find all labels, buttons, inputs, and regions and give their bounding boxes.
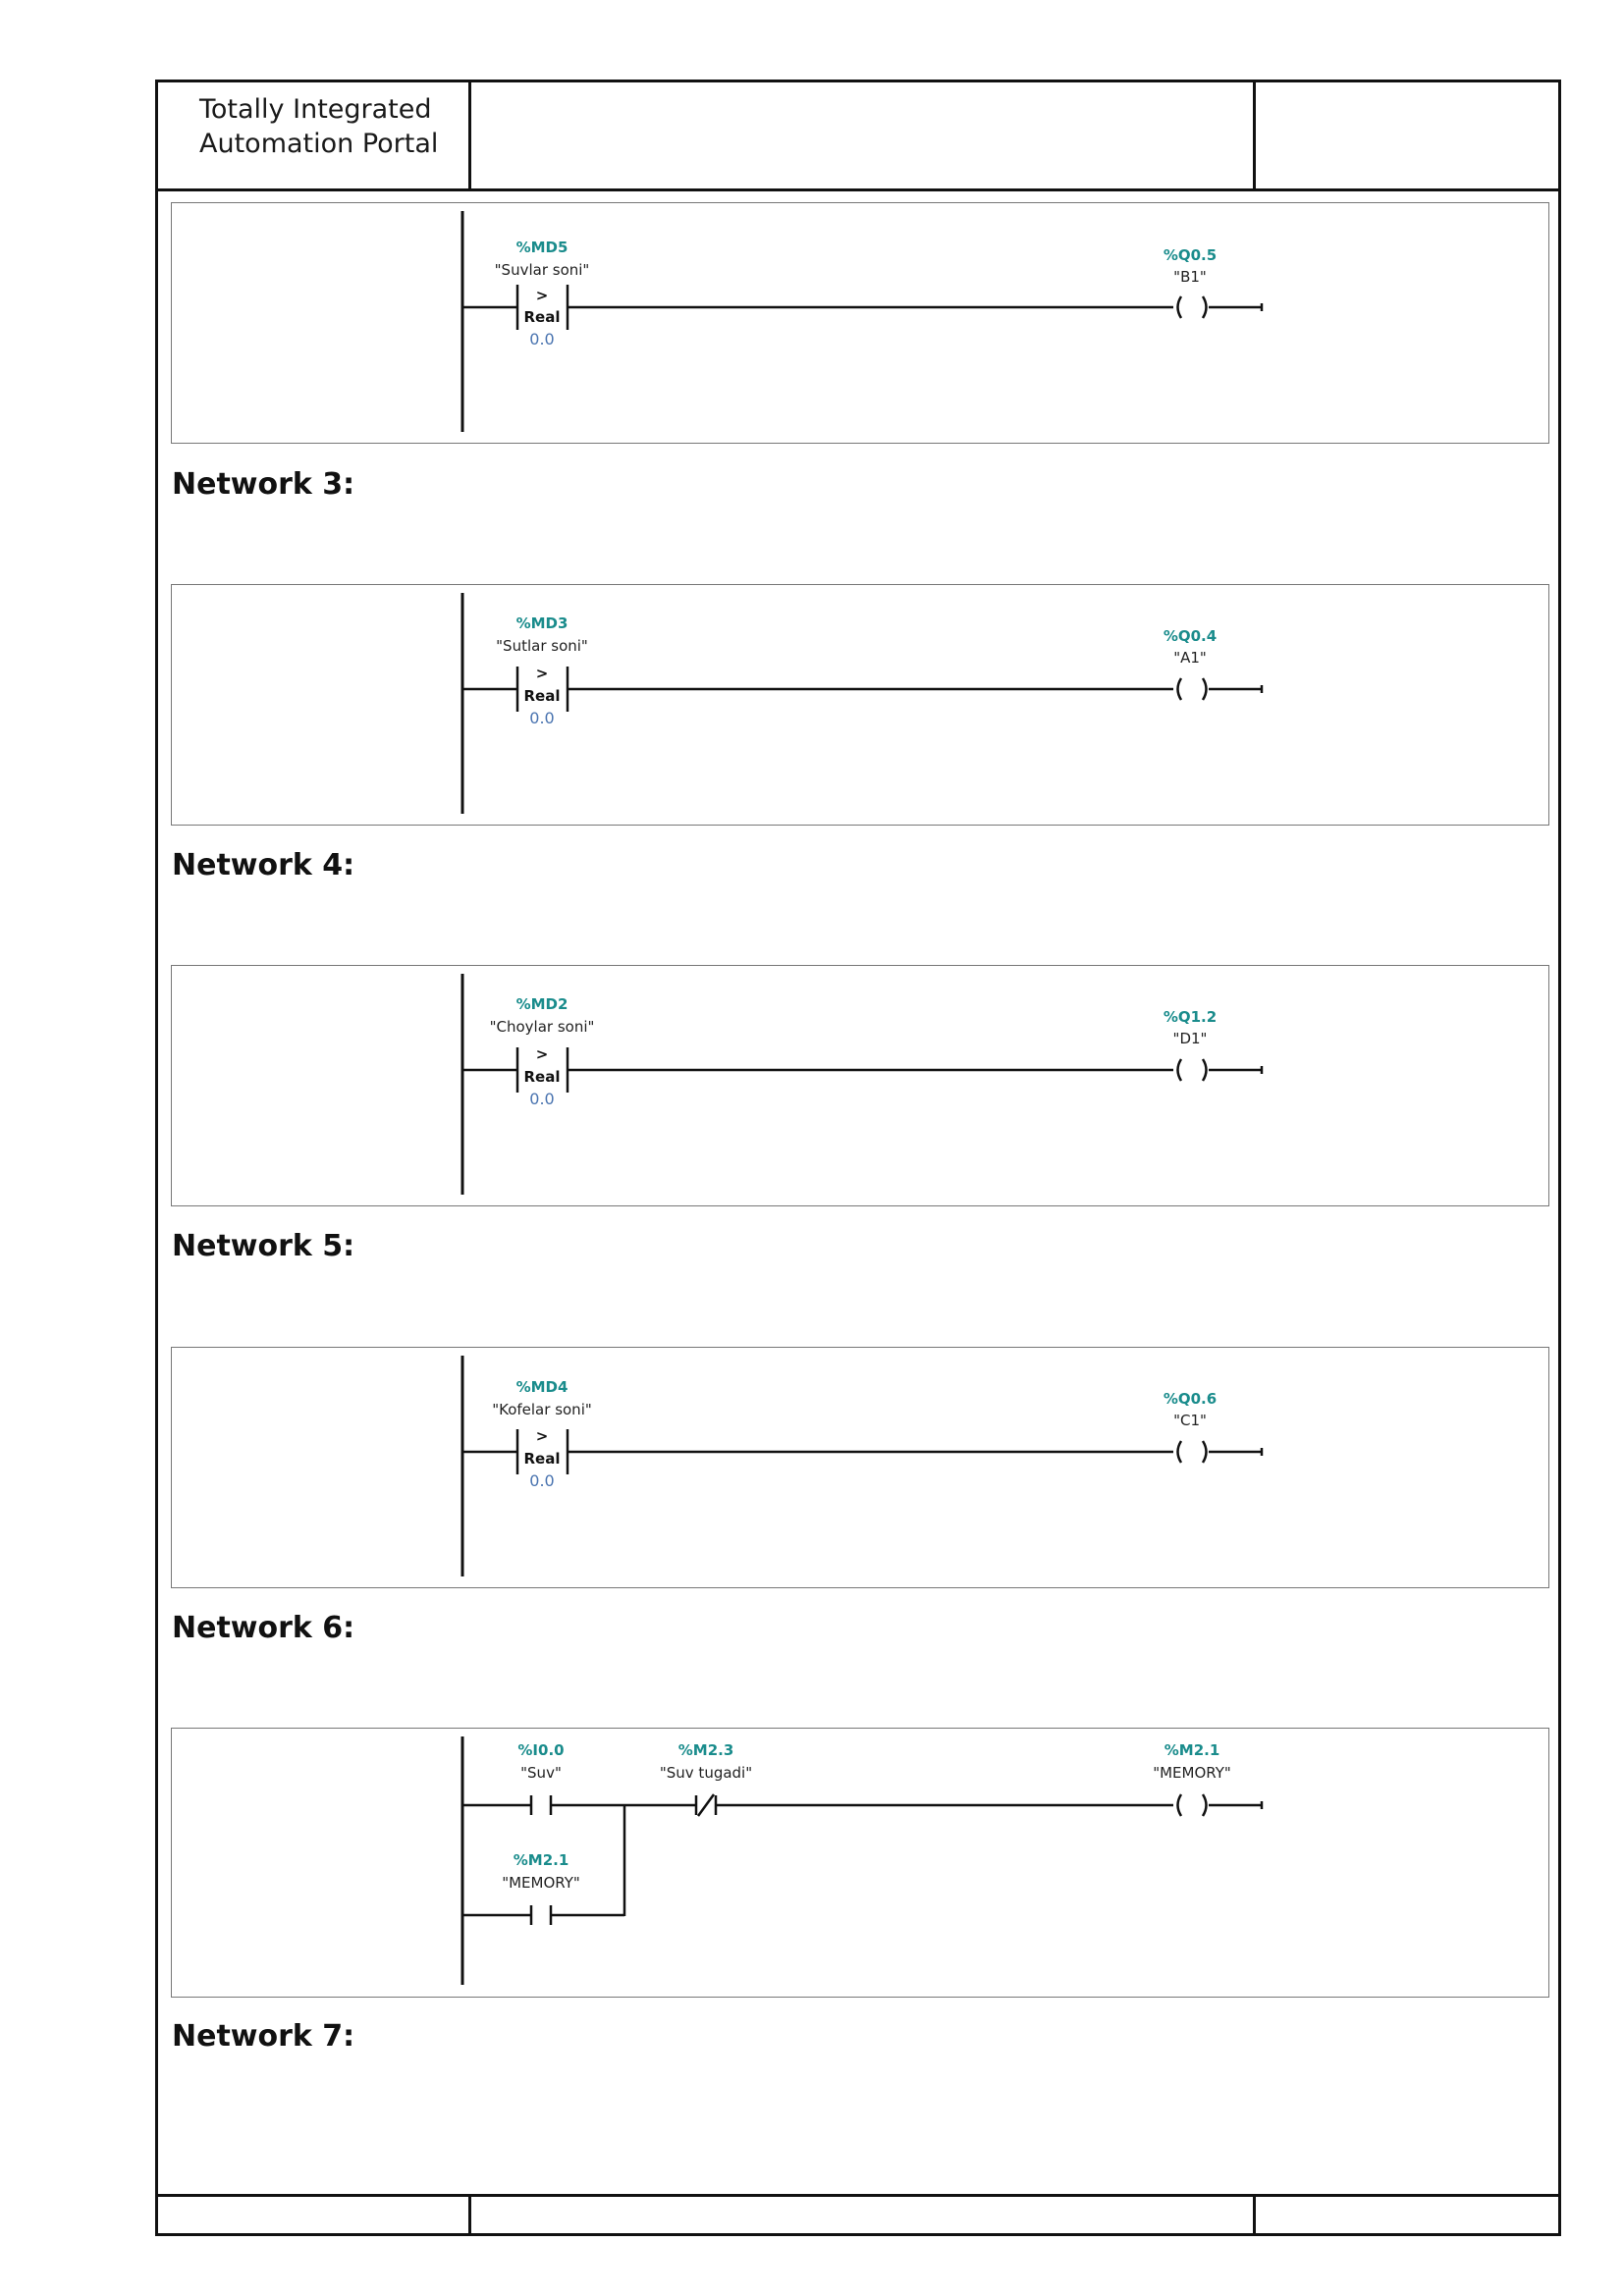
coil-symbol: "B1"	[1173, 268, 1207, 286]
contact-nc-slash	[698, 1794, 714, 1816]
contact-no-address: %I0.0	[517, 1741, 565, 1759]
compare-symbol: "Sutlar soni"	[496, 637, 588, 655]
compare-type: Real	[523, 1068, 561, 1086]
coil-left-arc	[1178, 1059, 1182, 1081]
contact-hold-address: %M2.1	[513, 1851, 569, 1869]
coil-right-arc	[1203, 1059, 1207, 1081]
coil-right-arc	[1203, 678, 1207, 700]
coil-symbol: "D1"	[1172, 1030, 1208, 1047]
compare-address: %MD5	[515, 239, 568, 256]
compare-operator: >	[535, 287, 549, 304]
network-2-rung	[462, 211, 1262, 432]
contact-nc-symbol: "Suv tugadi"	[659, 1764, 753, 1782]
coil-symbol: "MEMORY"	[1153, 1764, 1231, 1782]
compare-value: 0.0	[529, 330, 555, 348]
compare-type: Real	[523, 687, 561, 705]
coil-symbol: "A1"	[1173, 649, 1207, 667]
coil-right-arc	[1203, 1441, 1207, 1463]
network-4-rung	[462, 974, 1262, 1195]
compare-address: %MD4	[515, 1378, 568, 1396]
compare-symbol: "Choylar soni"	[489, 1018, 595, 1036]
header-title-line2: Automation Portal	[199, 129, 439, 159]
compare-operator: >	[535, 1427, 549, 1445]
contact-hold-symbol: "MEMORY"	[502, 1874, 580, 1892]
compare-value: 0.0	[529, 1471, 555, 1490]
network-5-heading: Network 5:	[172, 1229, 355, 1263]
coil-left-arc	[1178, 1441, 1182, 1463]
coil-symbol: "C1"	[1173, 1412, 1207, 1429]
compare-address: %MD3	[515, 614, 568, 632]
network-7-heading: Network 7:	[172, 2019, 355, 2054]
coil-address: %Q0.6	[1163, 1390, 1218, 1408]
coil-address: %M2.1	[1164, 1741, 1220, 1759]
compare-value: 0.0	[529, 709, 555, 727]
network-3-rung	[462, 593, 1262, 814]
header-title-line1: Totally Integrated	[199, 94, 432, 125]
contact-nc-address: %M2.3	[677, 1741, 734, 1759]
coil-left-arc	[1178, 1794, 1182, 1816]
contact-no-symbol: "Suv"	[520, 1764, 562, 1782]
coil-address: %Q1.2	[1163, 1008, 1218, 1026]
compare-operator: >	[535, 665, 549, 682]
coil-left-arc	[1178, 296, 1182, 318]
compare-type: Real	[523, 1450, 561, 1468]
network-6-rung	[462, 1736, 1262, 1985]
coil-left-arc	[1178, 678, 1182, 700]
compare-type: Real	[523, 308, 561, 326]
compare-address: %MD2	[515, 995, 568, 1013]
compare-symbol: "Kofelar soni"	[492, 1401, 592, 1418]
network-5-rung	[462, 1356, 1262, 1576]
compare-operator: >	[535, 1045, 549, 1063]
coil-right-arc	[1203, 1794, 1207, 1816]
coil-address: %Q0.4	[1163, 627, 1218, 645]
network-4-heading: Network 4:	[172, 848, 355, 882]
compare-value: 0.0	[529, 1090, 555, 1108]
coil-right-arc	[1203, 296, 1207, 318]
coil-address: %Q0.5	[1163, 246, 1218, 264]
network-3-heading: Network 3:	[172, 467, 355, 502]
network-6-heading: Network 6:	[172, 1611, 355, 1645]
compare-symbol: "Suvlar soni"	[494, 261, 590, 279]
